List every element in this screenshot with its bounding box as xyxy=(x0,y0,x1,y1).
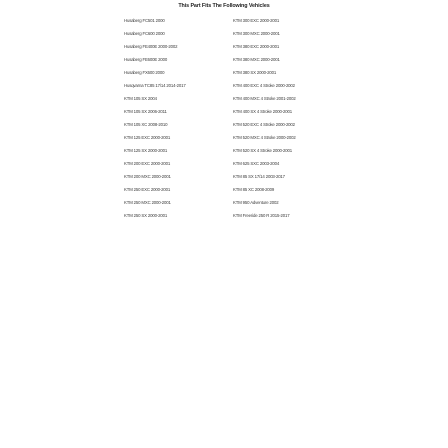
vehicle-item: KTM 300 EXC 2000-2001 xyxy=(233,18,280,23)
fitment-heading: This Part Fits The Following Vehicles xyxy=(178,3,270,9)
vehicle-item: KTM 85 XC 2008-2009 xyxy=(233,187,275,192)
vehicle-item: KTM 380 MXC 2000-2001 xyxy=(233,57,280,62)
vehicle-item: KTM 380 EXC 2000-2001 xyxy=(233,44,280,49)
vehicle-item: KTM 520 SX 4 Stroke 2000-2001 xyxy=(233,148,292,153)
vehicle-item: KTM 250 SX 2000-2001 xyxy=(124,213,168,218)
vehicle-item: KTM 300 MXC 2000-2001 xyxy=(233,31,280,36)
vehicle-item: KTM 105 SX 2006-2011 xyxy=(124,109,167,114)
vehicle-item: KTM 125 SX 2000-2001 xyxy=(124,148,168,153)
vehicle-item: KTM 400 MXC 4 Stroke 2001-2002 xyxy=(233,96,296,101)
vehicle-item: KTM 250 EXC 2000-2001 xyxy=(124,187,171,192)
vehicle-item: Husaberg FX600 2000 xyxy=(124,70,165,75)
vehicle-item: KTM 520 MXC 4 Stroke 2000-2002 xyxy=(233,135,296,140)
vehicle-item: KTM 380 SX 2000-2001 xyxy=(233,70,277,75)
vehicle-item: KTM 400 SX 4 Stroke 2000-2001 xyxy=(233,109,292,114)
vehicle-item: KTM 625 SXC 2003-2004 xyxy=(233,161,280,166)
vehicle-item: Husaberg FE400E 2000-2002 xyxy=(124,44,178,49)
vehicle-item: Husqvarna TC85 17/14 2014-2017 xyxy=(124,83,186,88)
vehicle-item: KTM 85 SX 17/14 2003-2017 xyxy=(233,174,285,179)
vehicle-column-left xyxy=(124,17,224,225)
vehicle-item: KTM 400 EXC 4 Stroke 2000-2002 xyxy=(233,83,295,88)
vehicle-column-right xyxy=(233,17,343,225)
vehicle-item: KTM 125 EXC 2000-2001 xyxy=(124,135,171,140)
vehicle-item: KTM 200 MXC 2000-2001 xyxy=(124,174,171,179)
vehicle-item: KTM 200 EXC 2000-2001 xyxy=(124,161,171,166)
vehicle-item: KTM Freeride 250 R 2015-2017 xyxy=(233,213,290,218)
vehicle-item: KTM 520 EXC 4 Stroke 2000-2002 xyxy=(233,122,295,127)
vehicle-item: KTM 105 SX 2004 xyxy=(124,96,157,101)
vehicle-item: Husaberg FC600 2000 xyxy=(124,31,165,36)
vehicle-item: KTM 950 Adventure 2002 xyxy=(233,200,279,205)
vehicle-item: KTM 105 XC 2008-2010 xyxy=(124,122,168,127)
vehicle-item: Husaberg FE600E 2000 xyxy=(124,57,168,62)
vehicle-item: Husaberg FC501 2000 xyxy=(124,18,165,23)
vehicle-item: KTM 250 MXC 2000-2001 xyxy=(124,200,171,205)
